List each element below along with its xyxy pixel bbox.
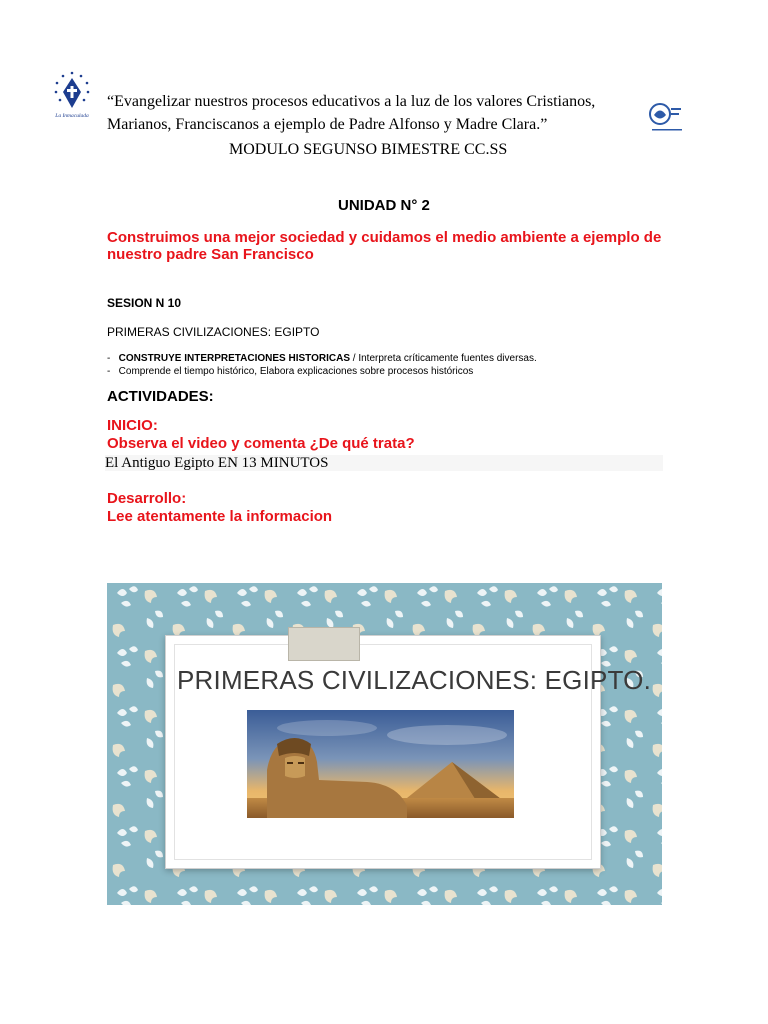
actividades-heading: ACTIVIDADES:	[107, 388, 214, 405]
sesion-label: SESION N 10	[107, 296, 182, 310]
slide-title: PRIMERAS CIVILIZACIONES: EGIPTO.	[177, 665, 652, 695]
list-item: - Comprende el tiempo histórico, Elabora explicaciones sobre procesos históricos	[107, 366, 474, 377]
desarrollo-section	[107, 490, 332, 526]
slide-tab	[288, 627, 360, 661]
sphinx-and-pyramid-photo	[247, 710, 514, 818]
institution-logo-icon	[646, 100, 686, 136]
video-link[interactable]: El Antiguo Egipto EN 13 MINUTOS	[105, 455, 663, 471]
institutional-motto: “Evangelizar nuestros procesos educativos a la luz de los valores Cristianos, Marianos, Franciscanos a ejemplo de Padre Alfonso y Madre Clara.”	[107, 93, 596, 133]
inicio-instruction: Observa el video y comenta ¿De qué trata?	[107, 435, 415, 452]
inicio-label: INICIO:	[107, 417, 158, 434]
unidad-subtitle: Construimos una mejor sociedad y cuidamos el medio ambiente a ejemplo de nuestro padre San Francisco	[107, 229, 662, 263]
modulo-title: MODULO SEGUNSO BIMESTRE CC.SS	[229, 141, 508, 158]
competencia-bold: CONSTRUYE INTERPRETACIONES HISTORICAS	[118, 353, 350, 364]
svg-text:La Inmaculada: La Inmaculada	[55, 113, 89, 119]
unidad-heading: UNIDAD N° 2	[338, 197, 430, 214]
competencia-text: Comprende el tiempo histórico, Elabora explicaciones sobre procesos históricos	[118, 366, 474, 377]
inicio-section	[107, 417, 415, 453]
list-item: - CONSTRUYE INTERPRETACIONES HISTORICAS / Interpreta críticamente fuentes diversas.	[107, 353, 537, 364]
topic-title: PRIMERAS CIVILIZACIONES: EGIPTO	[107, 325, 320, 339]
competencias-list	[107, 352, 537, 378]
competencia-text: / Interpreta críticamente fuentes diversas.	[350, 353, 537, 364]
slide-image	[107, 583, 662, 905]
desarrollo-instruction: Lee atentamente la informacion	[107, 508, 333, 525]
school-crest-icon	[50, 70, 94, 120]
desarrollo-label: Desarrollo:	[107, 490, 187, 507]
